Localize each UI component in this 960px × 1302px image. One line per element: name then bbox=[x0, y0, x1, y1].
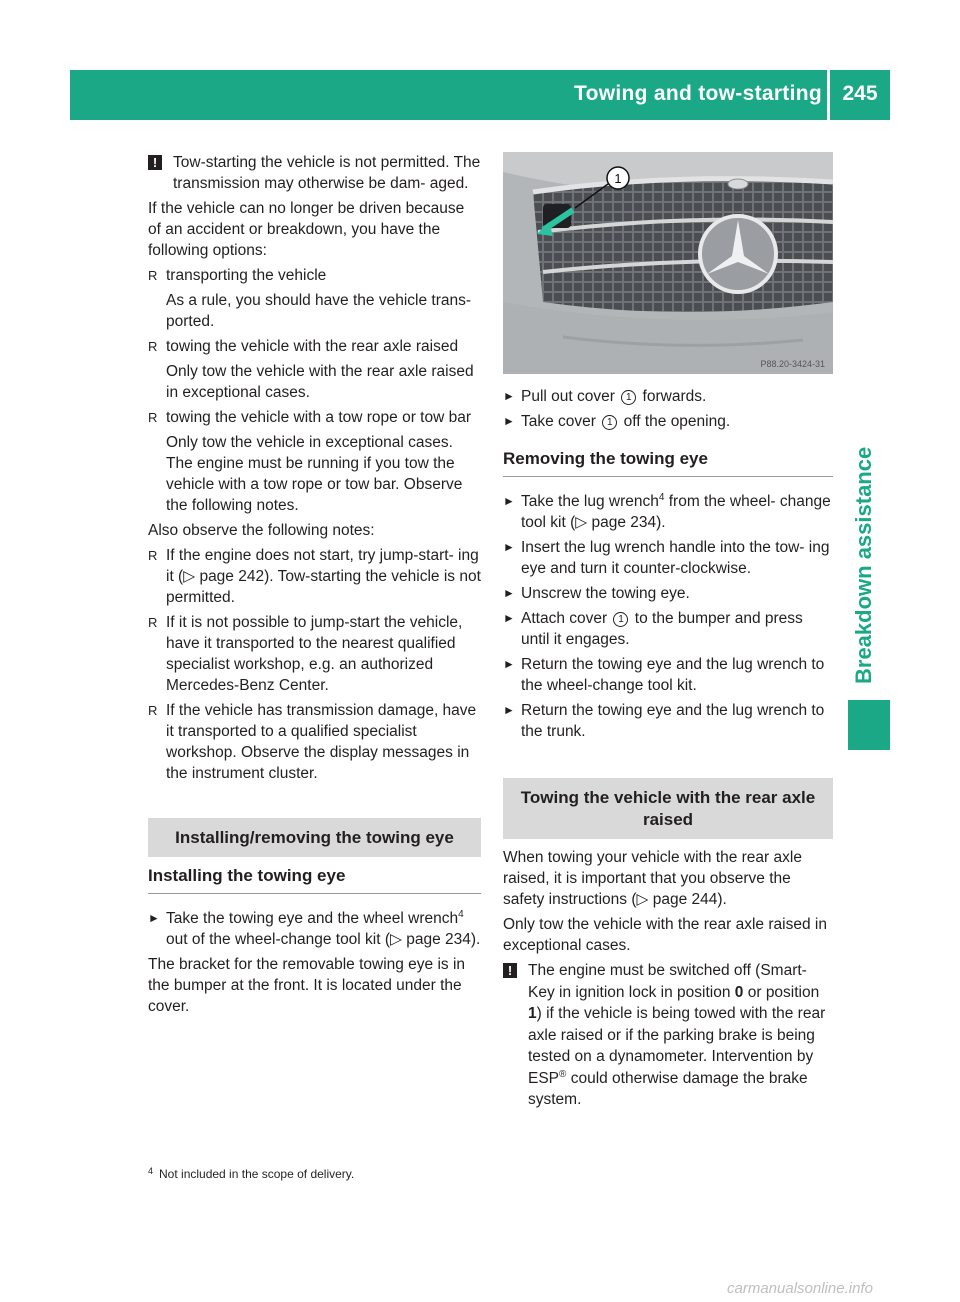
header-bar bbox=[70, 70, 890, 120]
bullet-icon: R bbox=[148, 410, 158, 425]
step-arrow-icon: ► bbox=[148, 911, 160, 925]
instruction-step bbox=[503, 491, 833, 533]
list-item-title: towing the vehicle with a tow rope or tow bar bbox=[166, 409, 471, 426]
towing-paragraph: When towing your vehicle with the rear axle raised, it is important that you observe the safety instructions (▷ page 244). bbox=[503, 849, 802, 908]
list-item-detail: Only tow the vehicle with the rear axle raised in exceptional cases. bbox=[166, 363, 474, 401]
step-arrow-icon: ► bbox=[503, 657, 515, 671]
warning-icon: ! bbox=[503, 963, 517, 978]
footnote-text: Not included in the scope of delivery. bbox=[159, 1167, 355, 1181]
warning-text: Tow-starting the vehicle is not permitted. The transmission may otherwise be dam- aged. bbox=[173, 154, 481, 192]
list-item bbox=[148, 407, 481, 516]
watermark: carmanualsonline.info bbox=[727, 1280, 873, 1297]
list-item bbox=[148, 612, 481, 696]
right-column bbox=[503, 152, 833, 1115]
list-item-text: If it is not possible to jump-start the vehicle, have it transported to the nearest qualified specialist workshop, e.g. an authorized Mercedes-Benz Center. bbox=[166, 614, 463, 694]
step-text: Attach cover bbox=[521, 610, 608, 627]
step-text: Take the lug wrench bbox=[521, 493, 659, 510]
step-text: Insert the lug wrench handle into the tow- ing eye and turn it counter-clockwise. bbox=[521, 539, 830, 577]
step-text-cont: out of the wheel-change tool kit (▷ page 234). bbox=[166, 931, 481, 948]
registered-mark: ® bbox=[559, 1068, 567, 1080]
bullet-icon: R bbox=[148, 339, 158, 354]
instruction-step bbox=[503, 700, 833, 742]
photo-callout-number: 1 bbox=[614, 171, 622, 186]
bullet-icon: R bbox=[148, 268, 158, 283]
towing-paragraph-2: Only tow the vehicle with the rear axle raised in exceptional cases. bbox=[503, 916, 827, 954]
list-item bbox=[148, 545, 481, 608]
header-separator bbox=[827, 70, 830, 120]
step-text-cont: off the opening. bbox=[623, 413, 731, 430]
warning-text-cont: or position bbox=[743, 983, 820, 1001]
step-text: Return the towing eye and the lug wrench to the trunk. bbox=[521, 702, 825, 740]
list-item bbox=[148, 265, 481, 332]
list-item-text: If the vehicle has transmission damage, have it transported to a qualified specialist workshop. Observe the display messages in the instrument cluster. bbox=[166, 702, 477, 782]
instruction-step bbox=[148, 908, 481, 950]
list-item bbox=[148, 336, 481, 403]
step-arrow-icon: ► bbox=[503, 414, 515, 428]
section-heading: Installing/removing the towing eye bbox=[148, 818, 481, 857]
instruction-step bbox=[503, 411, 833, 432]
warning-text-cont: ) if the vehicle is being towed with the rear axle raised or if the parking brake is being tested on a dynamometer. Intervention by ESP bbox=[528, 1005, 826, 1087]
bumper-illustration bbox=[503, 152, 833, 374]
page-number: 245 bbox=[842, 82, 878, 105]
instruction-step bbox=[503, 583, 833, 604]
step-text-cont: from the wheel- change tool kit (▷ page 234). bbox=[521, 493, 831, 531]
instruction-step bbox=[503, 386, 833, 407]
warning-text: The engine must be switched off (Smart- Key in ignition lock in position bbox=[528, 962, 807, 1001]
step-text-cont: to the bumper and press until it engages. bbox=[521, 610, 803, 648]
subsection-heading: Removing the towing eye bbox=[503, 448, 833, 477]
step-text-cont: forwards. bbox=[642, 388, 707, 405]
intro-paragraph: If the vehicle can no longer be driven because of an accident or breakdown, you have the following options: bbox=[148, 200, 465, 259]
step-text: Return the towing eye and the lug wrench to the wheel-change tool kit. bbox=[521, 656, 825, 694]
ignition-position-1: 1 bbox=[528, 1005, 537, 1022]
step-text: Pull out cover bbox=[521, 388, 615, 405]
bullet-icon: R bbox=[148, 703, 158, 718]
bullet-icon: R bbox=[148, 548, 158, 563]
footnote-number: 4 bbox=[148, 1166, 154, 1176]
step-arrow-icon: ► bbox=[503, 389, 515, 403]
warning-text-end: could otherwise damage the brake system. bbox=[528, 1069, 808, 1108]
instruction-step bbox=[503, 537, 833, 579]
instruction-step bbox=[503, 654, 833, 696]
side-tab-label: Breakdown assistance bbox=[851, 446, 876, 684]
list-item-detail: As a rule, you should have the vehicle trans- ported. bbox=[166, 292, 472, 330]
bullet-icon: R bbox=[148, 615, 158, 630]
footnote bbox=[148, 1166, 354, 1181]
bracket-paragraph: The bracket for the removable towing eye is in the bumper at the front. It is located under the cover. bbox=[148, 956, 466, 1015]
list-item-title: transporting the vehicle bbox=[166, 267, 327, 284]
step-text: Take cover bbox=[521, 413, 596, 430]
step-arrow-icon: ► bbox=[503, 540, 515, 554]
step-text: Unscrew the towing eye. bbox=[521, 585, 690, 602]
footnote-ref: 4 bbox=[458, 908, 464, 920]
section-heading: Towing the vehicle with the rear axle raised bbox=[503, 778, 833, 839]
list-item-detail: Only tow the vehicle in exceptional cases. The engine must be running if you tow the vehicle with a tow rope or tow bar. Observe the following notes. bbox=[166, 434, 463, 514]
instruction-step bbox=[503, 608, 833, 650]
warning-notice bbox=[148, 152, 481, 194]
bumper-photo bbox=[503, 152, 833, 374]
list-item-text: If the engine does not start, try jump-start- ing it (▷ page 242). Tow-starting the vehicle is not permitted. bbox=[166, 547, 481, 606]
ignition-position-0: 0 bbox=[734, 983, 744, 1001]
step-text: Take the towing eye and the wheel wrench bbox=[166, 910, 459, 927]
left-column bbox=[148, 152, 481, 1021]
photo-code: P88.20-3424-31 bbox=[760, 359, 825, 369]
subsection-heading: Installing the towing eye bbox=[148, 865, 481, 894]
step-arrow-icon: ► bbox=[503, 703, 515, 717]
step-arrow-icon: ► bbox=[503, 611, 515, 625]
callout-marker: 1 bbox=[613, 612, 628, 627]
header-title: Towing and tow-starting bbox=[574, 82, 822, 105]
warning-notice bbox=[503, 960, 833, 1111]
warning-icon: ! bbox=[148, 155, 162, 170]
list-item-title: towing the vehicle with the rear axle raised bbox=[166, 338, 459, 355]
side-tab-marker bbox=[848, 700, 890, 750]
step-arrow-icon: ► bbox=[503, 586, 515, 600]
callout-marker: 1 bbox=[621, 390, 636, 405]
callout-marker: 1 bbox=[602, 415, 617, 430]
list-item bbox=[148, 700, 481, 784]
also-observe-text: Also observe the following notes: bbox=[148, 522, 375, 539]
step-arrow-icon: ► bbox=[503, 494, 515, 508]
footnote-ref: 4 bbox=[658, 491, 665, 503]
